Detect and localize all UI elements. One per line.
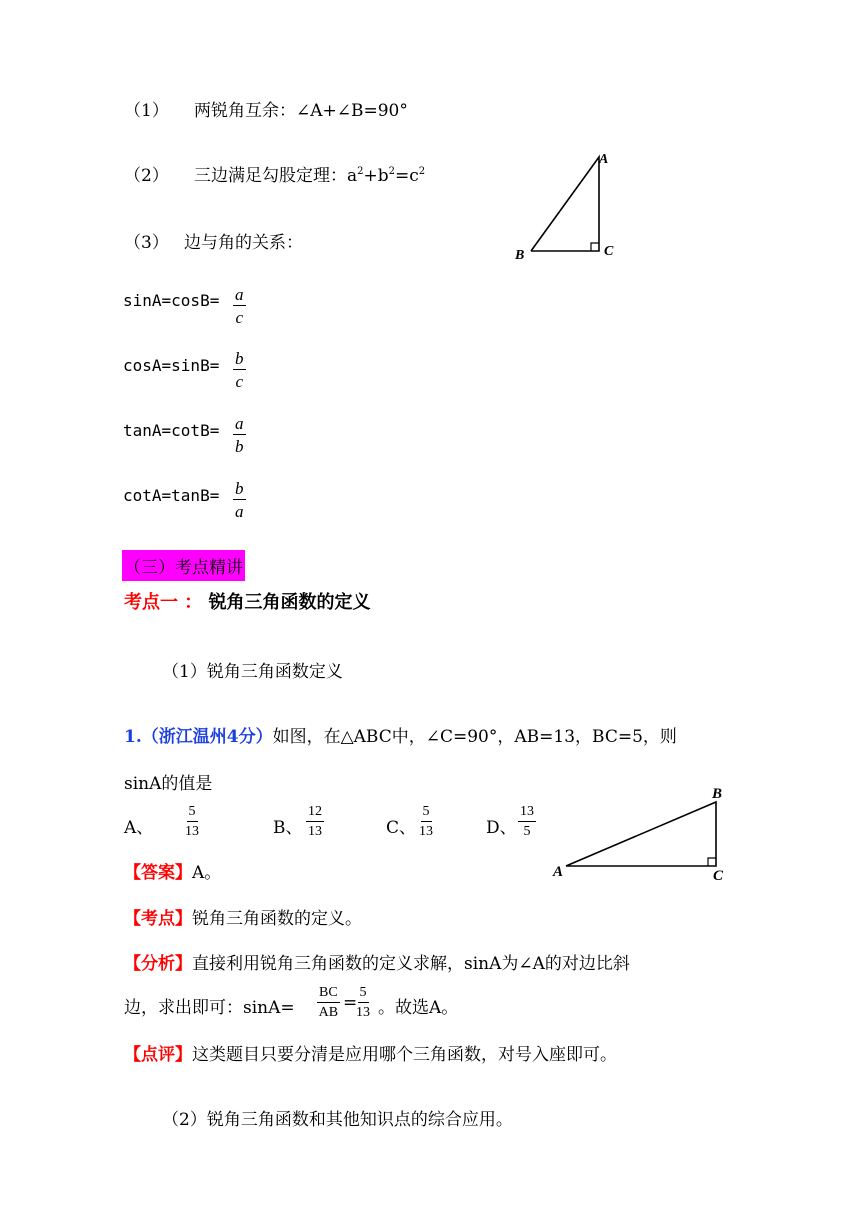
formula-2-fraction: $\frac{b}{c}$ (235, 349, 244, 391)
analysis-conclusion: 。故选A。 (378, 998, 459, 1018)
triangle-abc-figure-1 (505, 145, 625, 270)
prop-1-label: （1） (124, 101, 169, 121)
vertex-b-label: B (712, 786, 723, 802)
question-1-line-2: sinA的值是 (124, 774, 213, 794)
option-d-fraction: $\frac{13}{5}$ (520, 804, 534, 839)
prop-3-label: （3） (124, 233, 169, 253)
prop-2-text: 三边满足勾股定理：$a^2+b^2=c^2$ (194, 166, 426, 186)
analysis-fraction-bc-ab: $\frac{BC}{AB}$ (318, 985, 339, 1020)
analysis-line-1: 【分析】直接利用锐角三角函数的定义求解，sinA为∠A的对边比斜 (124, 954, 630, 974)
vertex-c-label: C (604, 244, 614, 259)
answer: 【答案】A。 (124, 863, 222, 883)
vertex-c-label: C (713, 868, 724, 884)
vertex-a-label: A (599, 152, 609, 167)
option-a-fraction: $\frac{5}{13}$ (185, 804, 199, 839)
formula-4-fraction: $\frac{b}{a}$ (235, 479, 244, 521)
option-b-letter: B、 (273, 818, 303, 838)
section-heading: （三）考点精讲 (122, 550, 245, 581)
analysis-line-2: 边，求出即可：sinA= (124, 998, 295, 1018)
vertex-b-label: B (515, 248, 525, 263)
analysis-fraction-5-13: $\frac{5}{13}$ (356, 985, 370, 1020)
prop-2-label: （2） (124, 166, 169, 186)
formula-1-left: sinA=cosB= (123, 291, 220, 310)
triangle-abc-figure-2 (550, 782, 735, 884)
analysis-equals: = (343, 993, 358, 1013)
option-c-letter: C、 (386, 818, 417, 838)
point-1-heading: 考点一 ： 锐角三角函数的定义 (124, 592, 371, 613)
option-c-fraction: $\frac{5}{13}$ (419, 804, 433, 839)
formula-3-fraction: $\frac{a}{b}$ (235, 414, 244, 456)
question-1-line-1: 1.（浙江温州4分）如图，在△ABC中，∠C=90°，AB=13，BC=5，则 (124, 727, 677, 747)
prop-3-text: 边与角的关系： (184, 233, 303, 253)
comment: 【点评】这类题目只要分清是应用哪个三角函数，对号入座即可。 (124, 1045, 617, 1065)
formula-4-left: cotA=tanB= (123, 486, 220, 505)
subsection-2: （2）锐角三角函数和其他知识点的综合应用。 (162, 1110, 513, 1130)
formula-2-left: cosA=sinB= (123, 356, 220, 375)
option-b-fraction: $\frac{12}{13}$ (308, 804, 322, 839)
vertex-a-label: A (553, 864, 564, 880)
subsection-1: （1）锐角三角函数定义 (162, 662, 343, 682)
formula-1-fraction: $\frac{a}{c}$ (235, 285, 244, 327)
option-d-letter: D、 (486, 818, 517, 838)
option-a-letter: A、 (124, 818, 154, 838)
formula-3-left: tanA=cotB= (123, 421, 220, 440)
prop-1-text: 两锐角互余：∠A+∠B=90° (194, 101, 408, 121)
knowledge-point: 【考点】锐角三角函数的定义。 (124, 909, 362, 929)
